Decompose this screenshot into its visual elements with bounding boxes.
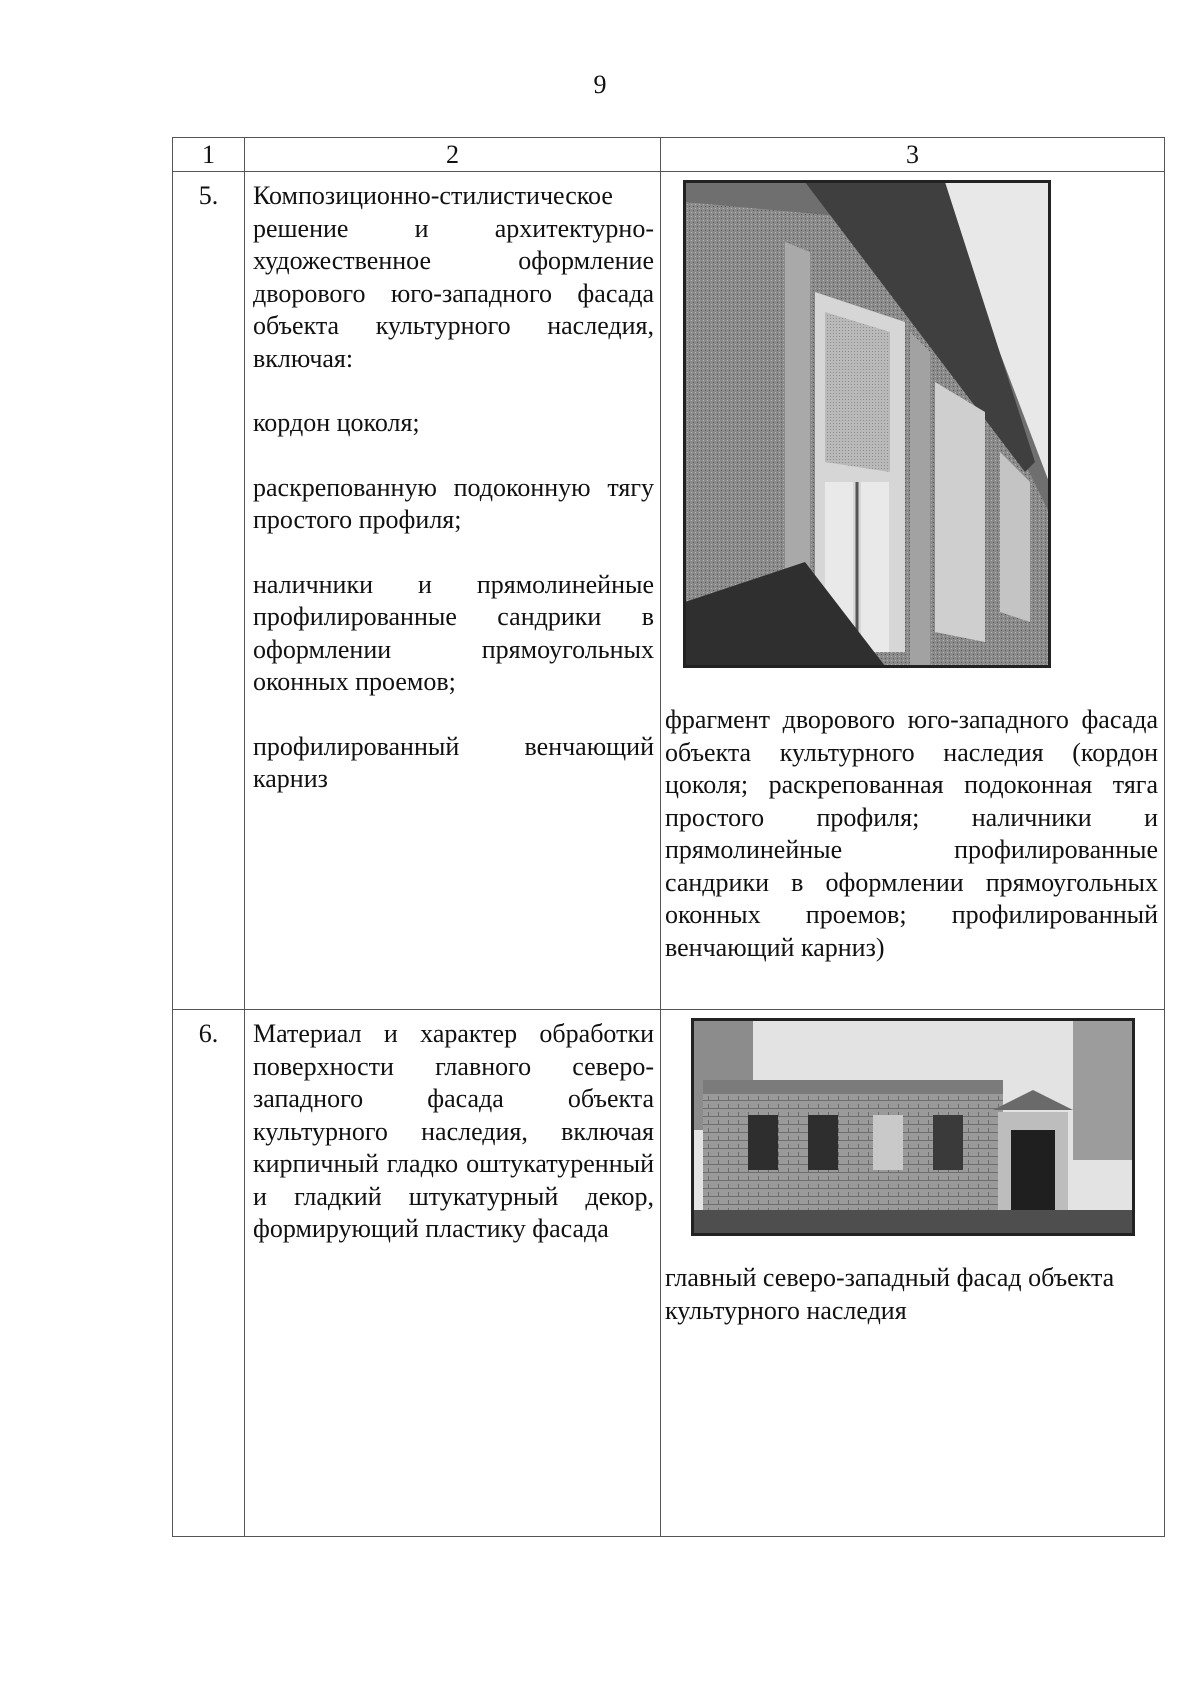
column-header-1: 1 [173,138,245,172]
column-header-3: 3 [661,138,1165,172]
table-row [173,1010,1165,1537]
row-number: 5. [173,172,245,1010]
description-paragraph: наличники и прямолинейные профилированные сандрики в оформлении прямоугольных оконных проемов; [253,569,654,696]
row-description [245,1010,661,1537]
row-description [245,172,661,1010]
table-row [173,172,1165,1010]
row-photo-cell [661,172,1165,1010]
page-number: 9 [593,70,607,99]
description-paragraph: Композиционно-стилистическое решение и архитектурно-художественное оформление дворового юго-западного фасада объекта культурного наследия, включая: [253,181,654,373]
description-paragraph: профилированный венчающий карниз [253,731,654,793]
column-header-2: 2 [245,138,661,172]
table-header-row [173,138,1165,172]
description-paragraph: кордон цоколя; [253,408,420,437]
description-paragraph: Материал и характер обработки поверхности главного северо-западного фасада объекта культурного наследия, включая кирпичный гладко оштукатуренный и гладкий штукатурный декор, формирующий пластику фасада [253,1019,654,1243]
photo-caption: главный северо-западный фасад объекта культурного наследия [665,1263,1115,1325]
description-paragraph: раскрепованную подоконную тягу простого профиля; [253,472,654,534]
row-number: 6. [173,1010,245,1537]
courtyard-facade-photo [683,180,1051,668]
object-features-table [172,137,1165,1537]
main-facade-photo [691,1018,1135,1236]
row-photo-cell [661,1010,1165,1537]
photo-caption: фрагмент дворового юго-западного фасада объекта культурного наследия (кордон цоколя; раскрепованная подоконная тяга простого профиля; наличники и прямолинейные профилированные сандрики в оформлении прямоугольных оконных проемов; профилированный венчающий карниз) [665,705,1158,962]
